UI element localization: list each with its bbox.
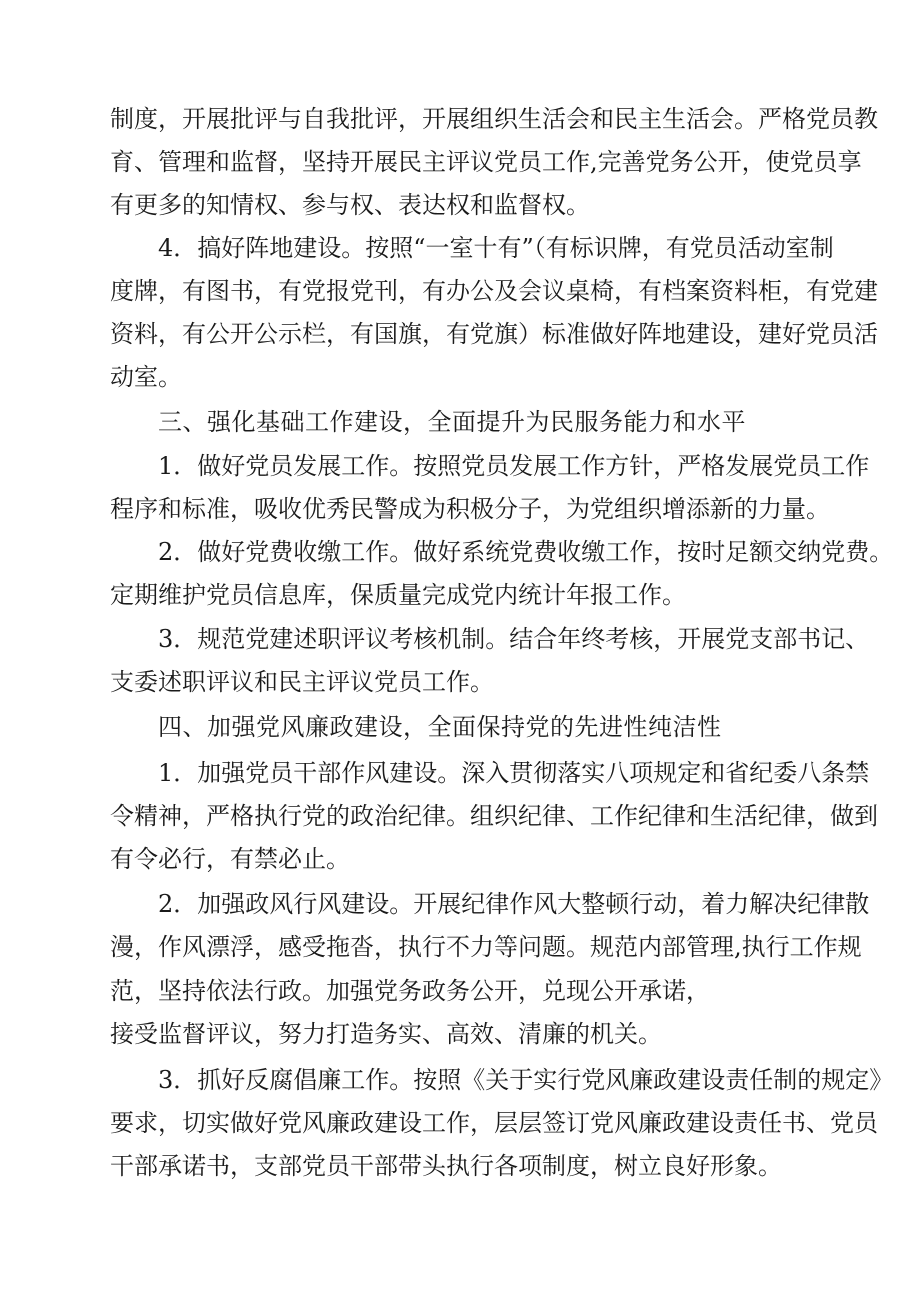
- text-line: 接受监督评议，努力打造务实、高效、清廉的机关。: [110, 1020, 662, 1048]
- paragraph-first-line: 3．规范党建述职评议考核机制。结合年终考核，开展党支部书记、: [158, 625, 870, 653]
- text-line: 资料，有公开公示栏，有国旗，有党旗）标准做好阵地建设，建好党员活: [110, 320, 878, 348]
- paragraph-first-line: 2．加强政风行风建设。开展纪律作风大整顿行动，着力解决纪律散: [158, 890, 870, 918]
- text-line: 漫，作风漂浮，感受拖沓，执行不力等问题。规范内部管理,执行工作规: [110, 933, 862, 961]
- text-line: 定期维护党员信息库，保质量完成党内统计年报工作。: [110, 581, 686, 609]
- text-line: 育、管理和监督，坚持开展民主评议党员工作,完善党务公开，使党员享: [110, 148, 862, 176]
- paragraph-first-line: 3．抓好反腐倡廉工作。按照《关于实行党风廉政建设责任制的规定》: [158, 1066, 894, 1094]
- text-line: 度牌，有图书，有党报党刊，有办公及会议桌椅，有档案资料柜，有党建: [110, 277, 878, 305]
- text-line: 有令必行，有禁必止。: [110, 845, 350, 873]
- paragraph-first-line: 2．做好党费收缴工作。做好系统党费收缴工作，按时足额交纳党费。: [158, 538, 894, 566]
- text-line: 有更多的知情权、参与权、表达权和监督权。: [110, 191, 590, 219]
- text-line: 程序和标准，吸收优秀民警成为积极分子，为党组织增添新的力量。: [110, 495, 830, 523]
- text-line: 干部承诺书，支部党员干部带头执行各项制度，树立良好形象。: [110, 1152, 782, 1180]
- text-line: 范，坚持依法行政。加强党务政务公开，兑现公开承诺，: [110, 977, 710, 1005]
- text-line: 支委述职评议和民主评议党员工作。: [110, 668, 494, 696]
- paragraph-first-line: 1．做好党员发展工作。按照党员发展工作方针，严格发展党员工作: [158, 452, 870, 480]
- paragraph-first-line: 1．加强党员干部作风建设。深入贯彻落实八项规定和省纪委八条禁: [158, 759, 870, 787]
- section-heading: 四、加强党风廉政建设，全面保持党的先进性纯洁性: [158, 713, 722, 741]
- text-line: 制度，开展批评与自我批评，开展组织生活会和民主生活会。严格党员教: [110, 105, 878, 133]
- section-heading: 三、强化基础工作建设，全面提升为民服务能力和水平: [158, 408, 746, 436]
- paragraph-first-line: 4．搞好阵地建设。按照“一室十有”（有标识牌，有党员活动室制: [158, 234, 834, 262]
- text-line: 令精神，严格执行党的政治纪律。组织纪律、工作纪律和生活纪律，做到: [110, 802, 878, 830]
- text-line: 要求，切实做好党风廉政建设工作，层层签订党风廉政建设责任书、党员: [110, 1109, 878, 1137]
- text-line: 动室。: [110, 363, 182, 391]
